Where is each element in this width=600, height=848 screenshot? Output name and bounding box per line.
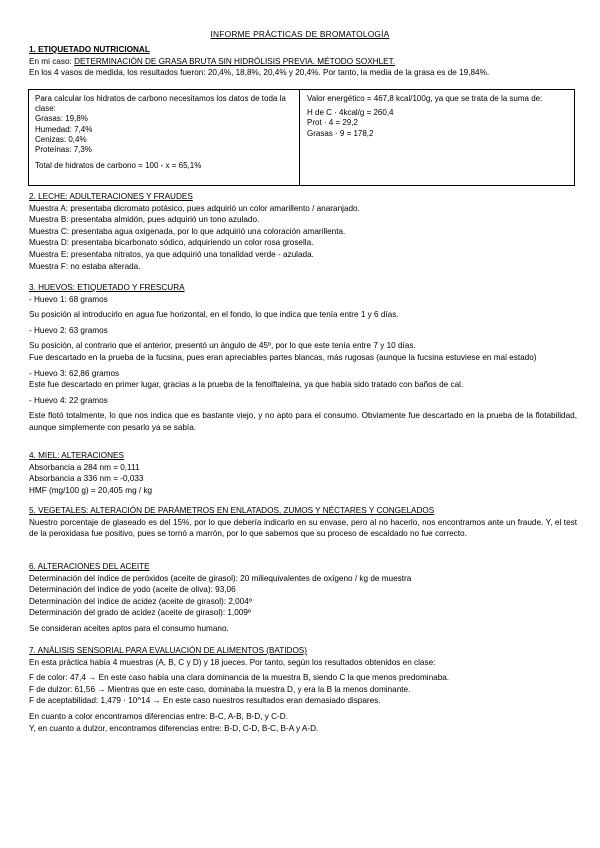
difference-line: En cuanto a color encontramos diferencias entre: B-C, A-B, B-D, y C-D. (29, 711, 288, 721)
egg-description: Su posición, al contrario que el anterior, presentó un ángulo de 45º, por lo que este tenía entre 7 y 10 días. (29, 341, 416, 351)
section-6-heading: 6. ALTERACIONES DEL ACEITE (29, 562, 150, 571)
section-6-conclusion: Se consideran aceites aptos para el consumo humano. (29, 623, 229, 633)
egg-description: Este flotó totalmente, lo que nos indica que es bastante viejo, y no apto para el consumo. Obviamente fue descartado en la prueba de la flotabilidad, aunque simplemente con pesarlo ya se sabía. (29, 411, 577, 432)
egg-description: Este fue descartado en primer lugar, gracias a la prueba de la fenolftaleína, ya que había sido tratado con baños de cal. (29, 380, 464, 390)
f-result: F de color: 47,4 → En este caso había una clara dominancia de la muestra B, siendo C la que menos predominaba. (29, 673, 450, 683)
difference-line: Y, en cuanto a dulzor, encontramos diferencias entre: B-D, C-D, B-C, B-A y A-D. (29, 723, 319, 733)
section-1-case: En mi caso: DETERMINACIÓN DE GRASA BRUTA SIN HIDRÓLISIS PREVIA. MÉTODO SOXHLET. (29, 56, 395, 66)
box-left-line: Humedad: 7,4% (35, 124, 93, 134)
list-item: Muestra F: no estaba alterada. (29, 261, 141, 271)
section-1 (29, 44, 577, 79)
section-3-heading: 3. HUEVOS: ETIQUETADO Y FRESCURA (29, 283, 185, 292)
box-left-line: Para calcular los hidratos de carbono necesitamos los datos de toda la clase: (35, 94, 286, 114)
egg-label: - Huevo 2: 63 gramos (29, 325, 108, 335)
section-2-heading: 2. LECHE: ADULTERACIONES Y FRAUDES (29, 192, 193, 201)
measurement: Determinación del grado de acidez (aceite de girasol): 1,009º (29, 608, 251, 618)
egg-description: Fue descartado en la prueba de la fucsina, pues eran apreciables partes blancas, más rugosas (aunque la fucsina estuviese en mal estado) (29, 352, 537, 362)
box-left-line: Cenizas: 0,4% (35, 134, 87, 144)
list-item: Muestra B: presentaba almidón, pues adquirió un tono azulado. (29, 215, 260, 225)
list-item: Muestra C: presentaba agua oxigenada, por lo que adquirió una coloración amarillenta. (29, 226, 346, 236)
measurement: Absorbancia a 284 nm = 0,111 (29, 462, 140, 472)
section-7-heading: 7. ANÁLISIS SENSORIAL PARA EVALUACIÓN DE ALIMENTOS (BATIDOS) (29, 646, 307, 655)
section-5 (29, 505, 577, 540)
f-result: F de aceptabilidad: 1,479 · 10^14 → En este caso nuestros resultados eran demasiado dispares. (29, 696, 381, 706)
measurement: Determinación del índice de yodo (aceite de oliva): 93,06 (29, 585, 236, 595)
section-7 (29, 645, 577, 734)
box-right-line: Grasas · 9 = 178,2 (307, 128, 374, 138)
measurement: Absorbancia a 336 nm = -0,033 (29, 474, 144, 484)
box-right-line: Prot · 4 = 29,2 (307, 118, 358, 128)
page-title: INFORME PRÁCTICAS DE BROMATOLOGÍA (210, 29, 390, 39)
section-6 (29, 561, 577, 635)
box-left-line: Total de hidratos de carbono = 100 - x = 65,1% (35, 161, 202, 171)
f-result: F de dulzor: 61,56 → Mientras que en este caso, dominaba la muestra D, y era la B la menos dominante. (29, 684, 411, 694)
carbohydrate-table-right (301, 90, 574, 185)
section-4-heading: 4. MIEL: ALTERACIONES (29, 451, 124, 460)
egg-label: - Huevo 1: 68 gramos (29, 294, 108, 304)
section-1-result: En los 4 vasos de medida, los resultados fueron: 20,4%, 18,8%, 20,4% y 20,4%. Por tanto, la media de la grasa es de 19,84%. (29, 68, 490, 78)
section-2 (29, 191, 577, 272)
section-7-intro: En esta práctica había 4 muestras (A, B, C y D) y 18 jueces. Por tanto, según los resultados obtenidos en clase: (29, 657, 436, 667)
section-5-heading: 5. VEGETALES: ALTERACIÓN DE PARÁMETROS EN ENLATADOS, ZUMOS Y NÉCTARES Y CONGELADOS (29, 506, 435, 515)
egg-label: - Huevo 4: 22 gramos (29, 395, 108, 405)
section-5-text: Nuestro porcentaje de glaseado es del 15%, por lo que debería indicarlo en su envase, pero al no hacerlo, nos encontramos ante un fraude. Y, el test de la peroxidasa fue positivo, pues se tornó a marrón, por lo que sabemos que su proceso de escaldado no fue correcto. (29, 517, 577, 539)
list-item: Muestra D: presentaba bicarbonato sódico, adquiriendo un color rosa grosella. (29, 238, 314, 248)
list-item: Muestra A: presentaba dicromato potásico, pues adquirió un color amarillento / anaranjado. (29, 203, 360, 213)
list-item: Muestra E: presentaba nitratos, ya que adquirió una tonalidad verde - azulada. (29, 249, 314, 259)
section-4 (29, 450, 577, 496)
egg-label: - Huevo 3: 62,86 gramos (29, 368, 120, 378)
measurement: Determinación del índice de acidez (aceite de girasol): 2,004º (29, 596, 252, 606)
carbohydrate-table (28, 89, 575, 186)
egg-description: Su posición al introducirlo en agua fue horizontal, en el fondo, lo que indica que tenía entre 1 y 6 días. (29, 310, 399, 320)
section-1-heading: 1. ETIQUETADO NUTRICIONAL (29, 45, 150, 54)
box-right-line: Valor energético = 467,8 kcal/100g, ya que se trata de la suma de: (307, 94, 543, 103)
section-3 (29, 282, 577, 434)
carbohydrate-table-left (29, 90, 300, 185)
box-right-line: H de C · 4kcal/g = 260,4 (307, 108, 394, 118)
box-left-line: Proteínas: 7,3% (35, 145, 92, 155)
measurement: HMF (mg/100 g) = 20,405 mg / kg (29, 485, 153, 495)
measurement: Determinación del índice de peróxidos (aceite de girasol): 20 miliequivalentes de oxígeno / kg de muestra (29, 573, 412, 583)
box-left-line: Grasas: 19,8% (35, 114, 88, 124)
